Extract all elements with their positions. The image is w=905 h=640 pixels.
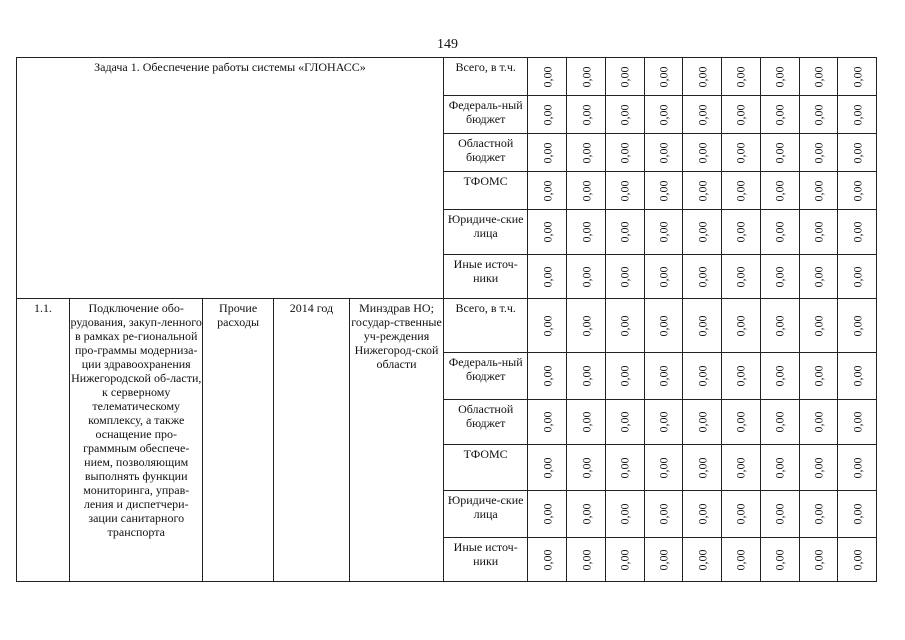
task-value-cell bbox=[683, 58, 722, 96]
item-value: 0,00 bbox=[540, 457, 555, 478]
funding-source-label: ТФОМС bbox=[443, 172, 528, 210]
item-value-cell bbox=[722, 299, 761, 353]
item-value: 0,00 bbox=[656, 315, 671, 336]
item-value-cell bbox=[605, 299, 644, 353]
task-value-cell bbox=[605, 210, 644, 255]
task-value: 0,00 bbox=[733, 266, 748, 287]
item-value-cell bbox=[722, 491, 761, 538]
task-value: 0,00 bbox=[617, 142, 632, 163]
financing-table bbox=[16, 57, 877, 582]
task-value: 0,00 bbox=[617, 104, 632, 125]
item-value-cell bbox=[722, 400, 761, 445]
task-value-cell bbox=[644, 255, 683, 299]
item-value: 0,00 bbox=[695, 365, 710, 387]
task-value: 0,00 bbox=[540, 221, 555, 243]
task-value: 0,00 bbox=[656, 104, 671, 125]
item-value-cell bbox=[528, 353, 567, 400]
funding-source-label: ТФОМС bbox=[443, 445, 528, 491]
task-value-cell bbox=[760, 58, 799, 96]
task-value: 0,00 bbox=[617, 221, 632, 243]
item-value: 0,00 bbox=[772, 457, 787, 478]
item-value: 0,00 bbox=[579, 503, 594, 525]
item-value-cell bbox=[799, 299, 838, 353]
item-value: 0,00 bbox=[695, 411, 710, 433]
task-value-cell bbox=[722, 96, 761, 134]
item-value: 0,00 bbox=[811, 503, 826, 525]
item-value-cell bbox=[760, 400, 799, 445]
item-value-cell bbox=[799, 445, 838, 491]
task-value-cell bbox=[683, 172, 722, 210]
item-value: 0,00 bbox=[733, 411, 748, 433]
item-value: 0,00 bbox=[540, 365, 555, 387]
task-value: 0,00 bbox=[850, 104, 865, 125]
task-value: 0,00 bbox=[579, 104, 594, 125]
task-value: 0,00 bbox=[695, 221, 710, 243]
task-value-cell bbox=[528, 58, 567, 96]
item-value-cell bbox=[838, 353, 877, 400]
item-value-cell bbox=[760, 538, 799, 582]
item-value: 0,00 bbox=[850, 315, 865, 336]
task-value-cell bbox=[799, 255, 838, 299]
task-value: 0,00 bbox=[772, 180, 787, 201]
item-value: 0,00 bbox=[811, 365, 826, 387]
task-value-cell bbox=[838, 210, 877, 255]
item-value-cell bbox=[528, 538, 567, 582]
task-value-cell bbox=[644, 172, 683, 210]
task-value-cell bbox=[683, 255, 722, 299]
item-value-cell bbox=[760, 353, 799, 400]
item-value: 0,00 bbox=[617, 549, 632, 570]
task-value-cell bbox=[528, 172, 567, 210]
task-value-cell bbox=[528, 255, 567, 299]
task-value: 0,00 bbox=[772, 104, 787, 125]
item-row bbox=[17, 299, 877, 353]
task-value-cell bbox=[799, 58, 838, 96]
task-value: 0,00 bbox=[579, 180, 594, 201]
task-value-cell bbox=[799, 210, 838, 255]
item-value: 0,00 bbox=[617, 315, 632, 336]
item-value-cell bbox=[683, 538, 722, 582]
funding-source-label: Всего, в т.ч. bbox=[443, 58, 528, 96]
item-value-cell bbox=[567, 445, 606, 491]
item-value-cell bbox=[683, 400, 722, 445]
item-value-cell bbox=[838, 538, 877, 582]
task-value-cell bbox=[799, 134, 838, 172]
task-value: 0,00 bbox=[579, 221, 594, 243]
item-value: 0,00 bbox=[811, 315, 826, 336]
item-number: 1.1. bbox=[17, 299, 70, 582]
item-value: 0,00 bbox=[656, 503, 671, 525]
item-value: 0,00 bbox=[617, 457, 632, 478]
task-title: Задача 1. Обеспечение работы системы «ГЛОНАСС» bbox=[17, 58, 444, 299]
task-value-cell bbox=[722, 58, 761, 96]
task-value: 0,00 bbox=[540, 66, 555, 87]
item-value: 0,00 bbox=[579, 315, 594, 336]
funding-source-label: Всего, в т.ч. bbox=[443, 299, 528, 353]
item-value-cell bbox=[838, 299, 877, 353]
task-value-cell bbox=[644, 210, 683, 255]
item-value-cell bbox=[838, 491, 877, 538]
task-value-cell bbox=[644, 96, 683, 134]
item-value: 0,00 bbox=[811, 457, 826, 478]
item-value: 0,00 bbox=[656, 411, 671, 433]
task-value-cell bbox=[838, 255, 877, 299]
task-value-cell bbox=[605, 134, 644, 172]
page-number: 149 bbox=[437, 37, 458, 52]
item-value: 0,00 bbox=[733, 503, 748, 525]
task-value: 0,00 bbox=[733, 142, 748, 163]
task-value: 0,00 bbox=[540, 180, 555, 201]
item-value: 0,00 bbox=[772, 503, 787, 525]
task-value-cell bbox=[760, 210, 799, 255]
item-value: 0,00 bbox=[850, 457, 865, 478]
funding-source-label: Областной бюджет bbox=[443, 400, 528, 445]
task-value: 0,00 bbox=[850, 221, 865, 243]
task-value-cell bbox=[838, 134, 877, 172]
item-value: 0,00 bbox=[695, 549, 710, 570]
task-value: 0,00 bbox=[656, 266, 671, 287]
task-value-cell bbox=[567, 255, 606, 299]
task-value-cell bbox=[605, 172, 644, 210]
task-value: 0,00 bbox=[579, 66, 594, 87]
item-value-cell bbox=[605, 400, 644, 445]
task-value: 0,00 bbox=[695, 142, 710, 163]
item-value-cell bbox=[683, 445, 722, 491]
item-value: 0,00 bbox=[540, 549, 555, 570]
item-value: 0,00 bbox=[811, 411, 826, 433]
item-value-cell bbox=[605, 538, 644, 582]
item-value-cell bbox=[605, 491, 644, 538]
item-value: 0,00 bbox=[733, 549, 748, 570]
funding-source-label: Иные источ-ники bbox=[443, 255, 528, 299]
item-value-cell bbox=[605, 353, 644, 400]
task-value-cell bbox=[528, 210, 567, 255]
task-value: 0,00 bbox=[695, 104, 710, 125]
item-value: 0,00 bbox=[540, 411, 555, 433]
task-value-cell bbox=[838, 58, 877, 96]
item-value: 0,00 bbox=[656, 365, 671, 387]
task-value: 0,00 bbox=[811, 180, 826, 201]
task-value-cell bbox=[567, 58, 606, 96]
task-value: 0,00 bbox=[617, 266, 632, 287]
task-row bbox=[17, 58, 877, 96]
item-value: 0,00 bbox=[579, 549, 594, 570]
item-value-cell bbox=[838, 445, 877, 491]
task-value-cell bbox=[722, 134, 761, 172]
task-value-cell bbox=[683, 96, 722, 134]
task-value-cell bbox=[683, 210, 722, 255]
task-value: 0,00 bbox=[617, 66, 632, 87]
item-value: 0,00 bbox=[656, 549, 671, 570]
task-value-cell bbox=[528, 96, 567, 134]
item-value-cell bbox=[528, 299, 567, 353]
funding-source-label: Областной бюджет bbox=[443, 134, 528, 172]
item-value-cell bbox=[644, 353, 683, 400]
item-value: 0,00 bbox=[772, 549, 787, 570]
item-value-cell bbox=[605, 445, 644, 491]
task-value-cell bbox=[644, 134, 683, 172]
task-value-cell bbox=[760, 134, 799, 172]
task-value: 0,00 bbox=[850, 142, 865, 163]
item-value: 0,00 bbox=[617, 503, 632, 525]
item-value: 0,00 bbox=[850, 411, 865, 433]
item-value: 0,00 bbox=[772, 365, 787, 387]
task-value: 0,00 bbox=[811, 142, 826, 163]
item-value-cell bbox=[760, 445, 799, 491]
item-value-cell bbox=[567, 538, 606, 582]
task-value-cell bbox=[760, 172, 799, 210]
task-value: 0,00 bbox=[656, 221, 671, 243]
task-value-cell bbox=[799, 96, 838, 134]
item-value-cell bbox=[683, 353, 722, 400]
item-value: 0,00 bbox=[850, 503, 865, 525]
task-value-cell bbox=[567, 172, 606, 210]
task-value: 0,00 bbox=[811, 266, 826, 287]
task-value: 0,00 bbox=[772, 266, 787, 287]
item-value-cell bbox=[567, 353, 606, 400]
item-value-cell bbox=[683, 491, 722, 538]
item-value-cell bbox=[644, 491, 683, 538]
item-value: 0,00 bbox=[695, 503, 710, 525]
item-executor: Минздрав НО; государ-ственные уч-реждения Нижегород-ской области bbox=[350, 299, 444, 582]
task-value-cell bbox=[722, 210, 761, 255]
task-value: 0,00 bbox=[850, 266, 865, 287]
task-value: 0,00 bbox=[733, 104, 748, 125]
item-value-cell bbox=[644, 538, 683, 582]
task-value-cell bbox=[722, 172, 761, 210]
item-value: 0,00 bbox=[617, 411, 632, 433]
item-value-cell bbox=[567, 400, 606, 445]
item-expense-type: Прочие расходы bbox=[203, 299, 273, 582]
task-value-cell bbox=[644, 58, 683, 96]
item-value: 0,00 bbox=[733, 365, 748, 387]
task-value-cell bbox=[722, 255, 761, 299]
item-value-cell bbox=[722, 445, 761, 491]
item-value: 0,00 bbox=[579, 411, 594, 433]
item-value-cell bbox=[528, 400, 567, 445]
task-value-cell bbox=[605, 255, 644, 299]
task-value-cell bbox=[567, 134, 606, 172]
task-value: 0,00 bbox=[772, 221, 787, 243]
task-value-cell bbox=[605, 58, 644, 96]
task-value: 0,00 bbox=[733, 221, 748, 243]
funding-source-label: Юридиче-ские лица bbox=[443, 210, 528, 255]
item-value: 0,00 bbox=[579, 457, 594, 478]
item-value-cell bbox=[799, 491, 838, 538]
item-value: 0,00 bbox=[850, 365, 865, 387]
item-value: 0,00 bbox=[540, 503, 555, 525]
funding-source-label: Иные источ-ники bbox=[443, 538, 528, 582]
item-value-cell bbox=[528, 445, 567, 491]
task-value: 0,00 bbox=[850, 180, 865, 201]
task-value: 0,00 bbox=[579, 266, 594, 287]
item-value: 0,00 bbox=[617, 365, 632, 387]
item-value: 0,00 bbox=[695, 315, 710, 336]
task-value-cell bbox=[760, 96, 799, 134]
item-value: 0,00 bbox=[695, 457, 710, 478]
item-value: 0,00 bbox=[656, 457, 671, 478]
item-period: 2014 год bbox=[273, 299, 349, 582]
task-value-cell bbox=[838, 96, 877, 134]
item-value-cell bbox=[722, 538, 761, 582]
task-value: 0,00 bbox=[695, 180, 710, 201]
task-value-cell bbox=[683, 134, 722, 172]
task-value: 0,00 bbox=[733, 180, 748, 201]
item-value-cell bbox=[760, 299, 799, 353]
task-value: 0,00 bbox=[811, 66, 826, 87]
funding-source-label: Федераль-ный бюджет bbox=[443, 353, 528, 400]
item-value-cell bbox=[838, 400, 877, 445]
item-value: 0,00 bbox=[540, 315, 555, 336]
task-value-cell bbox=[605, 96, 644, 134]
task-value: 0,00 bbox=[540, 104, 555, 125]
item-value-cell bbox=[722, 353, 761, 400]
funding-source-label: Федераль-ный бюджет bbox=[443, 96, 528, 134]
task-value: 0,00 bbox=[579, 142, 594, 163]
item-value-cell bbox=[799, 400, 838, 445]
task-value: 0,00 bbox=[540, 142, 555, 163]
task-value: 0,00 bbox=[772, 66, 787, 87]
task-value: 0,00 bbox=[850, 66, 865, 87]
item-value-cell bbox=[567, 491, 606, 538]
task-value: 0,00 bbox=[811, 221, 826, 243]
task-value-cell bbox=[799, 172, 838, 210]
item-value-cell bbox=[760, 491, 799, 538]
item-value-cell bbox=[799, 538, 838, 582]
item-value: 0,00 bbox=[811, 549, 826, 570]
task-value: 0,00 bbox=[695, 66, 710, 87]
task-value-cell bbox=[567, 96, 606, 134]
funding-source-label: Юридиче-ские лица bbox=[443, 491, 528, 538]
item-value-cell bbox=[644, 445, 683, 491]
item-description: Подключение обо-рудования, закуп-ленного в рамках ре-гиональной про-граммы модерниза-ции здравоохранения Нижегородской об-ласти, к серверному телематическому комплексу, а также оснащение про-граммным обеспече-нием, позволяющим выполнять функции мониторинга, управ-ления и диспетчери-зации санитарного транспорта bbox=[69, 299, 202, 582]
item-value: 0,00 bbox=[772, 411, 787, 433]
task-value: 0,00 bbox=[656, 66, 671, 87]
item-value: 0,00 bbox=[733, 315, 748, 336]
item-value-cell bbox=[799, 353, 838, 400]
task-value: 0,00 bbox=[772, 142, 787, 163]
item-value-cell bbox=[683, 299, 722, 353]
task-value: 0,00 bbox=[656, 142, 671, 163]
task-value: 0,00 bbox=[540, 266, 555, 287]
item-value-cell bbox=[528, 491, 567, 538]
task-value-cell bbox=[528, 134, 567, 172]
task-value-cell bbox=[838, 172, 877, 210]
item-value-cell bbox=[567, 299, 606, 353]
item-value: 0,00 bbox=[579, 365, 594, 387]
task-value: 0,00 bbox=[695, 266, 710, 287]
item-value: 0,00 bbox=[850, 549, 865, 570]
item-value: 0,00 bbox=[772, 315, 787, 336]
task-value-cell bbox=[567, 210, 606, 255]
item-value-cell bbox=[644, 400, 683, 445]
task-value: 0,00 bbox=[733, 66, 748, 87]
task-value: 0,00 bbox=[617, 180, 632, 201]
task-value-cell bbox=[760, 255, 799, 299]
item-value-cell bbox=[644, 299, 683, 353]
task-value: 0,00 bbox=[656, 180, 671, 201]
task-value: 0,00 bbox=[811, 104, 826, 125]
item-value: 0,00 bbox=[733, 457, 748, 478]
